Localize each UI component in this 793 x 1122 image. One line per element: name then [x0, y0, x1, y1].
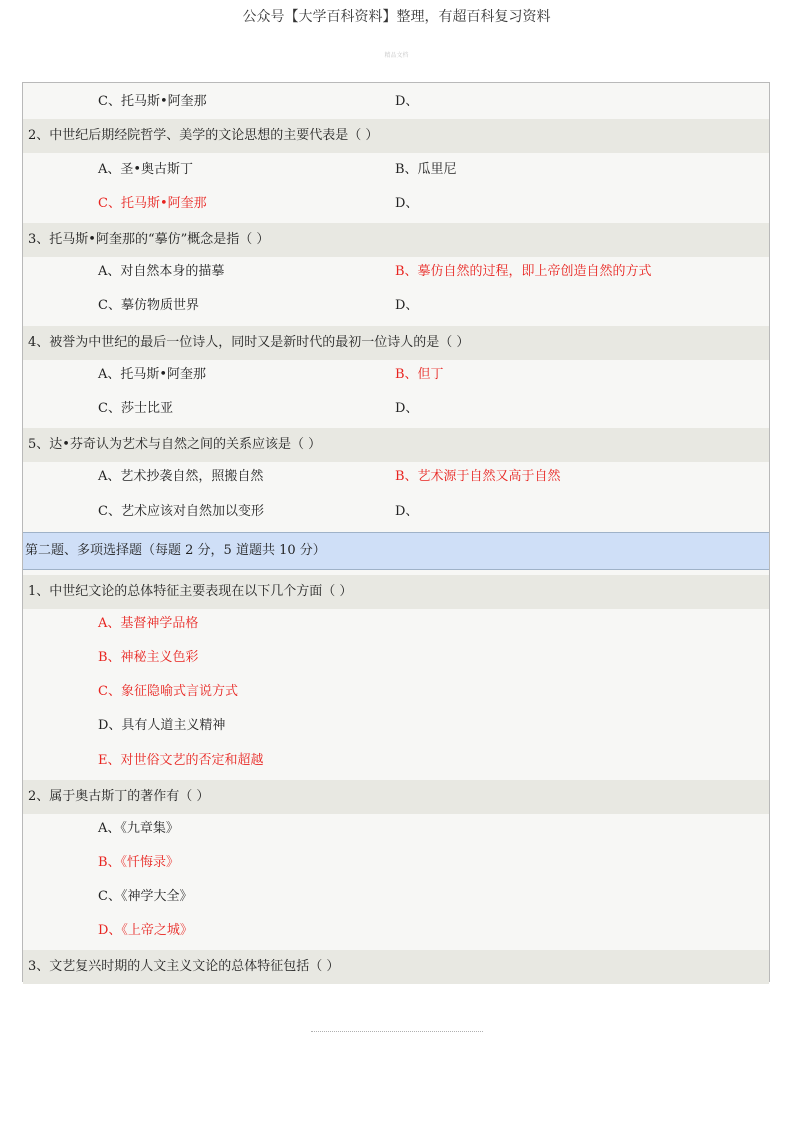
page-header: 公众号【大学百科资料】整理，有超百科复习资料 — [242, 9, 551, 25]
question-row: 2、中世纪后期经院哲学、美学的文论思想的主要代表是（ ） — [23, 119, 769, 153]
section-header: 第二题、多项选择题（每题 2 分，5 道题共 10 分） — [23, 532, 769, 570]
answer-option: C、托马斯•阿奎那 — [98, 196, 207, 211]
answer-option: C、艺术应该对自然加以变形 — [98, 504, 264, 519]
answer-option: D、《上帝之城》 — [98, 923, 193, 938]
answer-option: A、托马斯•阿奎那 — [98, 367, 207, 382]
question-row: 3、托马斯•阿奎那的“摹仿”概念是指（ ） — [23, 223, 769, 257]
answer-option: A、艺术抄袭自然，照搬自然 — [98, 469, 264, 484]
question-row: 1、中世纪文论的总体特征主要表现在以下几个方面（ ） — [23, 575, 769, 609]
answer-option: B、摹仿自然的过程，即上帝创造自然的方式 — [395, 264, 652, 279]
watermark: 精品文档 — [384, 52, 409, 59]
answer-option: B、《忏悔录》 — [98, 855, 180, 870]
answer-option: C、托马斯•阿奎那 — [98, 94, 207, 109]
question-row: 4、被誉为中世纪的最后一位诗人，同时又是新时代的最初一位诗人的是（ ） — [23, 326, 769, 360]
answer-option: A、《九章集》 — [98, 821, 179, 836]
question-row: 3、文艺复兴时期的人文主义文论的总体特征包括（ ） — [23, 950, 769, 984]
answer-option: C、《神学大全》 — [98, 889, 193, 904]
answer-option: D、 — [395, 94, 419, 109]
footer-divider — [311, 1031, 483, 1032]
answer-option: D、 — [395, 298, 419, 313]
question-row: 5、达•芬奇认为艺术与自然之间的关系应该是（ ） — [23, 428, 769, 462]
answer-option: B、艺术源于自然又高于自然 — [395, 469, 561, 484]
answer-option: A、圣•奥古斯丁 — [98, 162, 194, 177]
quiz-table — [22, 82, 770, 982]
answer-option: A、对自然本身的描摹 — [98, 264, 225, 279]
answer-option: A、基督神学品格 — [98, 616, 199, 631]
answer-option: D、 — [395, 196, 419, 211]
answer-option: D、 — [395, 504, 419, 519]
answer-option: B、瓜里尼 — [395, 162, 457, 177]
answer-option: B、神秘主义色彩 — [98, 650, 199, 665]
question-row: 2、属于奥古斯丁的著作有（ ） — [23, 780, 769, 814]
answer-option: E、对世俗文艺的否定和超越 — [98, 753, 264, 768]
answer-option: C、莎士比亚 — [98, 401, 173, 416]
answer-option: B、但丁 — [395, 367, 444, 382]
answer-option: C、象征隐喻式言说方式 — [98, 684, 238, 699]
answer-option: D、具有人道主义精神 — [98, 718, 226, 733]
answer-option: C、摹仿物质世界 — [98, 298, 199, 313]
answer-option: D、 — [395, 401, 419, 416]
